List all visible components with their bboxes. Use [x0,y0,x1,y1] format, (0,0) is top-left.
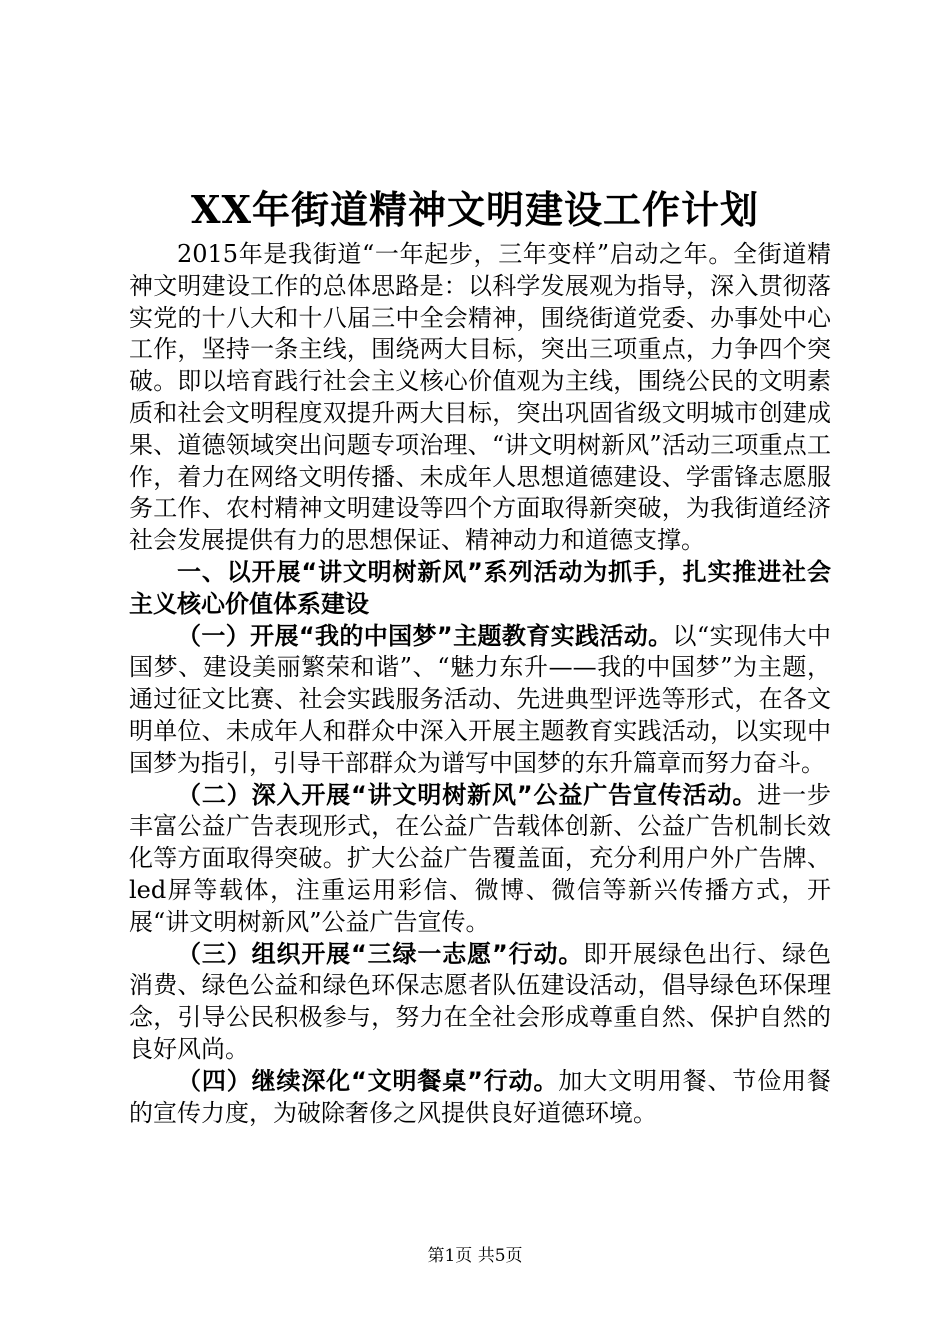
document-body [129,239,831,1129]
item-text-2: 进一步丰富公益广告表现形式，在公益广告载体创新、公益广告机制长效化等方面取得突破。扩大公益广告覆盖面，充分利用户外广告牌、led屏等载体，注重运用彩信、微博、微信等新兴传播方式，开展“讲文明树新风”公益广告宣传。 [129,780,832,936]
item-paragraph-2 [129,780,831,939]
item-text-4: 加大文明用餐、节俭用餐的宣传力度，为破除奢侈之风提供良好道德环境。 [129,1066,832,1127]
item-lead-1: （一）开展“我的中国梦”主题教育实践活动。 [177,621,673,650]
document-title: XX年街道精神文明建设工作计划 [191,187,759,232]
item-lead-3: （三）组织开展“三绿一志愿”行动。 [177,939,584,968]
page-footer: 第1页 共5页 [427,1246,523,1266]
item-lead-4: （四）继续深化“文明餐桌”行动。 [177,1066,559,1095]
item-text-1: 以“实现伟大中国梦、建设美丽繁荣和谐”、“魅力东升——我的中国梦”为主题，通过征文比赛、社会实践服务活动、先进典型评选等形式，在各文明单位、未成年人和群众中深入开展主题教育实践活动，以实现中国梦为指引，引导干部群众为谱写中国梦的东升篇章而努力奋斗。 [129,621,831,777]
section-heading: 一、以开展“讲文明树新风”系列活动为抓手，扎实推进社会主义核心价值体系建设 [129,557,831,618]
item-text-3: 即开展绿色出行、绿色消费、绿色公益和绿色环保志愿者队伍建设活动，倡导绿色环保理念，引导公民积极参与，努力在全社会形成尊重自然、保护自然的良好风尚。 [129,939,832,1063]
item-paragraph-3 [129,939,831,1066]
item-paragraph-1 [129,621,831,780]
item-lead-2: （二）深入开展“讲文明树新风”公益广告宣传活动。 [177,780,758,809]
intro-paragraph: 2015年是我街道“一年起步，三年变样”启动之年。全街道精神文明建设工作的总体思路是：以科学发展观为指导，深入贯彻落实党的十八大和十八届三中全会精神，围绕街道党委、办事处中心工作，坚持一条主线，围绕两大目标，突出三项重点，力争四个突破。即以培育践行社会主义核心价值观为主线，围绕公民的文明素质和社会文明程度双提升两大目标，突出巩固省级文明城市创建成果、道德领域突出问题专项治理、“讲文明树新风”活动三项重点工作，着力在网络文明传播、未成年人思想道德建设、学雷锋志愿服务工作、农村精神文明建设等四个方面取得新突破，为我街道经济社会发展提供有力的思想保证、精神动力和道德支撑。 [129,240,831,555]
item-paragraph-4 [129,1066,831,1130]
